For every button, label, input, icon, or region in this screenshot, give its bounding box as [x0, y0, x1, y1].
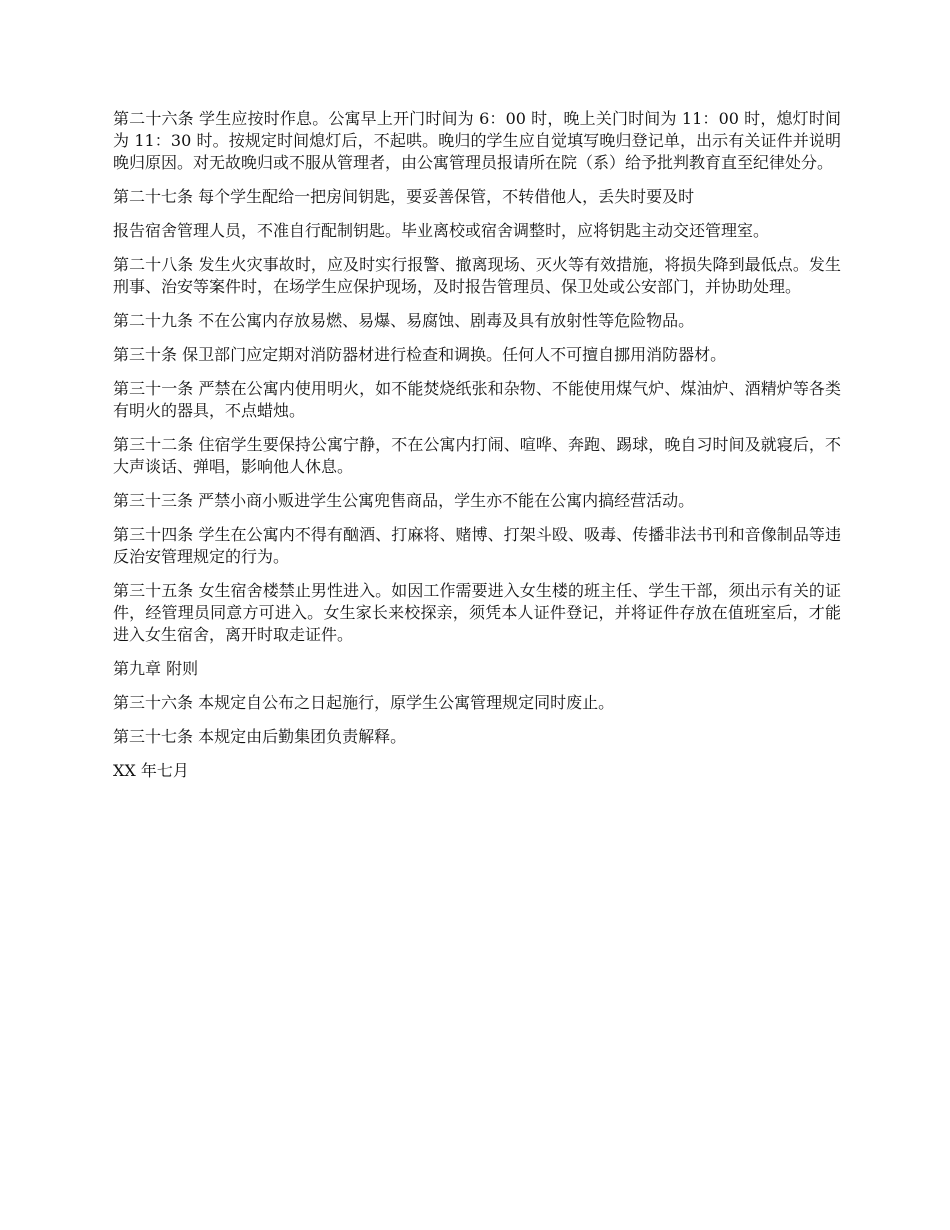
article-33: 第三十三条 严禁小商小贩进学生公寓兜售商品，学生亦不能在公寓内搞经营活动。	[113, 491, 695, 510]
article-34: 第三十四条 学生在公寓内不得有酗酒、打麻将、赌博、打架斗殴、吸毒、传播非法书刊和音像制品等违反治安管理规定的行为。	[113, 525, 841, 566]
article-27: 第二十七条 每个学生配给一把房间钥匙，要妥善保管，不转借他人，丢失时要及时	[113, 187, 695, 206]
article-30: 第三十条 保卫部门应定期对消防器材进行检查和调换。任何人不可擅自挪用消防器材。	[113, 345, 727, 364]
article-29: 第二十九条 不在公寓内存放易燃、易爆、易腐蚀、剧毒及具有放射性等危险物品。	[113, 311, 695, 330]
document-page	[113, 108, 841, 794]
article-32: 第三十二条 住宿学生要保持公寓宁静，不在公寓内打闹、喧哗、奔跑、踢球，晚自习时间及就寝后，不大声谈话、弹唱，影响他人休息。	[113, 435, 841, 476]
document-date: XX 年七月	[113, 761, 189, 780]
article-31: 第三十一条 严禁在公寓内使用明火，如不能焚烧纸张和杂物、不能使用煤气炉、煤油炉、酒精炉等各类有明火的器具，不点蜡烛。	[113, 379, 841, 420]
article-28: 第二十八条 发生火灾事故时，应及时实行报警、撤离现场、灭火等有效措施，将损失降到最低点。发生刑事、治安等案件时，在场学生应保护现场，及时报告管理员、保卫处或公安部门，并协助处理。	[113, 255, 841, 296]
article-27-continued: 报告宿舍管理人员，不准自行配制钥匙。毕业离校或宿舍调整时，应将钥匙主动交还管理室。	[113, 221, 770, 240]
article-26: 第二十六条 学生应按时作息。公寓早上开门时间为 6：00 时，晚上关门时间为 11：00 时，熄灯时间为 11：30 时。按规定时间熄灯后，不起哄。晚归的学生应自觉填写晚归登记单，出示有关证件并说明晚归原因。对无故晚归或不服从管理者，由公寓管理员报请所在院（系）给予批判教育直至纪律处分。	[113, 109, 841, 172]
article-37: 第三十七条 本规定由后勤集团负责解释。	[113, 727, 407, 746]
article-35: 第三十五条 女生宿舍楼禁止男性进入。如因工作需要进入女生楼的班主任、学生干部，须出示有关的证件，经管理员同意方可进入。女生家长来校探亲，须凭本人证件登记，并将证件存放在值班室后，才能进入女生宿舍，离开时取走证件。	[113, 581, 841, 644]
chapter-9-heading: 第九章 附则	[113, 659, 199, 678]
article-36: 第三十六条 本规定自公布之日起施行，原学生公寓管理规定同时废止。	[113, 693, 615, 712]
